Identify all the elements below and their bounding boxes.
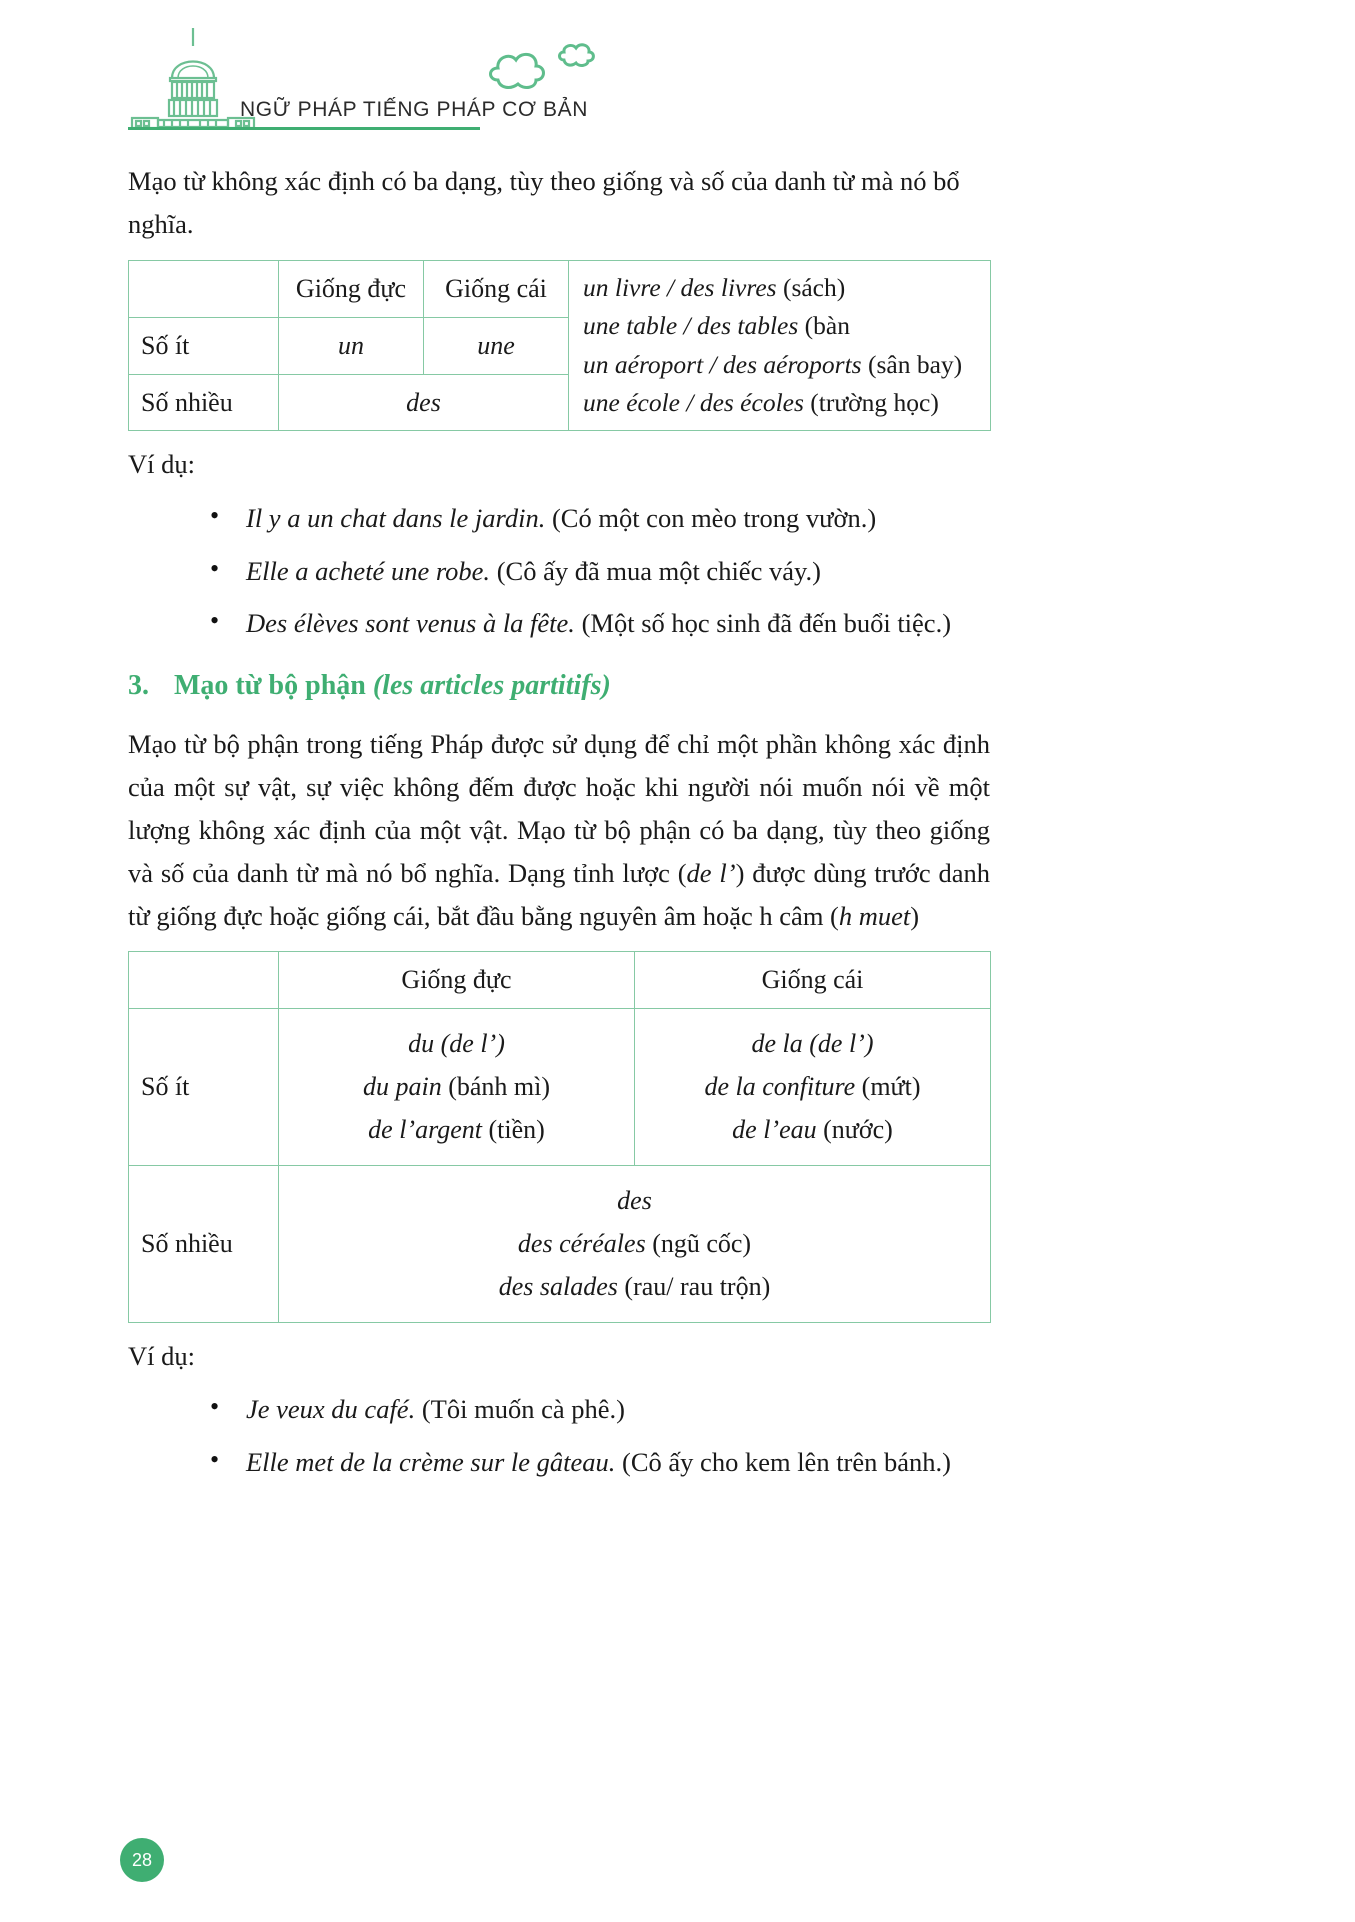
t1-corner-cell [129, 260, 279, 317]
section-title-vi: Mạo từ bộ phận [174, 670, 373, 702]
table-row [129, 952, 991, 1009]
t1-singular-masculine: un [279, 317, 424, 374]
t2-masc-line-2: du pain (bánh mì) [362, 1072, 551, 1102]
list-item: • Elle a acheté une robe. (Cô ấy đã mua một chiếc váy.) [128, 552, 990, 590]
list-item: • Des élèves sont venus à la fête. (Một số học sinh đã đến buổi tiệc.) [128, 604, 990, 642]
section-number: 3. [128, 670, 149, 702]
capitol-building-logo-icon [128, 20, 258, 130]
t1-row-plural-label: Số nhiều [129, 374, 279, 431]
section-title-fr: (les articles partitifs) [372, 670, 611, 702]
t2-plural-line-3: des salades (rau/ rau trộn) [498, 1271, 771, 1301]
t2-header-masculine: Giống đực [279, 952, 635, 1009]
t1-example-2: une table / des tables (bàn [583, 311, 850, 341]
t2-header-feminine: Giống cái [635, 952, 991, 1009]
t1-header-masculine: Giống đực [279, 260, 424, 317]
t2-singular-masculine [279, 1009, 635, 1166]
table-row [129, 260, 991, 317]
partitive-articles-table [128, 951, 991, 1322]
t2-singular-feminine [635, 1009, 991, 1166]
t2-fem-line-3: de l’eau (nước) [732, 1115, 893, 1145]
cloud-decoration-icon [480, 38, 610, 98]
t2-fem-line-2: de la confiture (mứt) [704, 1072, 921, 1102]
examples-label-2: Ví dụ: [128, 1340, 195, 1371]
t1-row-singular-label: Số ít [129, 317, 279, 374]
t1-header-feminine: Giống cái [424, 260, 569, 317]
t1-examples-cell [569, 260, 991, 431]
header-title: NGỮ PHÁP TIẾNG PHÁP CƠ BẢN [240, 98, 588, 121]
page-header [0, 0, 1355, 150]
t1-plural-merged: des [279, 374, 569, 431]
indefinite-articles-table [128, 260, 991, 432]
t2-plural-merged [279, 1165, 991, 1322]
t1-example-1: un livre / des livres (sách) [583, 273, 846, 303]
list-item: • Je veux du café. (Tôi muốn cà phê.) [128, 1390, 990, 1428]
t2-row-singular-label: Số ít [129, 1009, 279, 1166]
t2-masc-line-1: du (de l’) [408, 1029, 505, 1059]
list-item: • Il y a un chat dans le jardin. (Có một con mèo trong vườn.) [128, 499, 990, 537]
section-3-paragraph: Mạo từ bộ phận trong tiếng Pháp được sử dụng để chỉ một phần không xác định của một sự vật, sự việc không đếm được hoặc khi người nói muốn nói về một lượng không xác định của một vật. Mạo từ bộ phận có ba dạng, tùy theo giống và số của danh từ mà nó bổ nghĩa. Dạng tỉnh lược (de l’) được dùng trước danh từ giống đực hoặc giống cái, bắt đầu bằng nguyên âm hoặc h câm (h muet) [128, 728, 990, 931]
section-3-heading [128, 668, 990, 704]
t1-singular-feminine: une [424, 317, 569, 374]
examples-list-1 [128, 499, 990, 642]
t2-masc-line-3: de l’argent (tiền) [368, 1115, 545, 1145]
table-row [129, 1165, 991, 1322]
page-number-badge: 28 [120, 1838, 164, 1882]
t2-fem-line-1: de la (de l’) [751, 1029, 874, 1059]
t2-plural-line-1: des [617, 1185, 652, 1215]
table-row [129, 1009, 991, 1166]
document-content [128, 160, 990, 1495]
t2-corner-cell [129, 952, 279, 1009]
list-item: • Elle met de la crème sur le gâteau. (Cô ấy cho kem lên trên bánh.) [128, 1443, 990, 1481]
header-underline [128, 127, 480, 130]
intro-paragraph: Mạo từ không xác định có ba dạng, tùy theo giống và số của danh từ mà nó bổ nghĩa. [128, 166, 960, 239]
examples-list-2 [128, 1390, 990, 1481]
examples-label-1: Ví dụ: [128, 449, 195, 480]
t2-row-plural-label: Số nhiều [129, 1165, 279, 1322]
t2-plural-line-2: des céréales (ngũ cốc) [517, 1228, 752, 1258]
t1-example-4: une école / des écoles (trường học) [583, 387, 939, 417]
t1-example-3: un aéroport / des aéroports (sân bay) [583, 349, 963, 379]
